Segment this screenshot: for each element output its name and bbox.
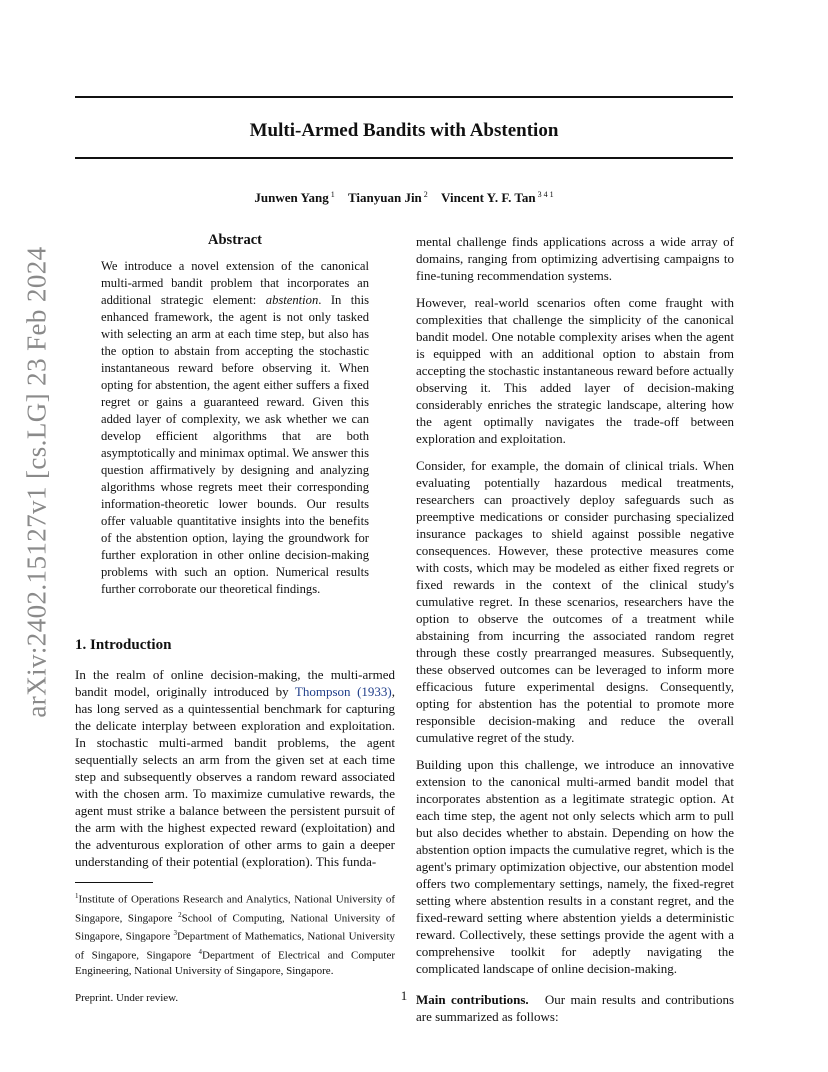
author-name: Tianyuan Jin — [347, 190, 422, 206]
body-paragraph: mental challenge finds applications across a wide array of domains, ranging from optimizing advertising campaigns to fine-tuning recommendation systems. — [416, 234, 734, 283]
footnote-text: Department of Mathematics, National University of Singapore, Singapore — [75, 930, 396, 962]
footnote-mark: 4 — [198, 947, 203, 956]
preprint-note: Preprint. Under review. — [75, 991, 179, 1004]
footnote-text: School of Computing, National University of Singapore, Singapore — [75, 912, 396, 943]
body-paragraph: Consider, for example, the domain of clinical trials. When evaluating potentially hazardous medical treatments, researchers can proactively deploy safeguards such as preemptive medications or consider purchasing specialized insurance packages to shield against possible negative consequences. However, these protective measures come with costs, which may be modeled as either fixed regrets or fixed rewards in the context of the clinical study's cumulative regret. In these scenarios, researchers have the option to observe the outcomes of a treatment while abstaining from incurring the associated random regret through these costly prearranged measures. Subsequently, these observed outcomes can be leveraged to inform more efficacious future experimental designs. Consequently, opting for abstention has the potential to promote more responsible decision-making and reduce the overall cumulative regret of the study. — [416, 458, 734, 745]
intro-text: In the realm of online decision-making, the multi-armed bandit model, originally introduced by — [75, 667, 395, 699]
title-rule-bottom — [75, 157, 733, 159]
intro-paragraph — [75, 666, 395, 870]
author-affiliation-mark: 2 — [423, 190, 428, 199]
abstract-emphasis: abstention — [265, 293, 319, 307]
left-column — [75, 232, 395, 1005]
footnote-text: Department of Electrical and Computer Engineering, National University of Singapore, Singapore. — [75, 949, 395, 977]
author-affiliation-mark: 3 4 1 — [537, 190, 554, 199]
author-list — [75, 186, 733, 207]
author-2 — [348, 190, 428, 205]
abstract-text: . In this enhanced framework, the agent is not only tasked with selecting an arm at each time step, but also has the option to abstain from accepting the stochastic instantaneous reward before observing it. When opting for abstention, the agent either suffers a fixed regret or gains a guaranteed reward. Given this added layer of complexity, we ask whether we can develop efficient algorithms that are both asymptotically and minimax optimal. We answer this question affirmatively by designing and analyzing algorithms whose regrets meet their corresponding information-theoretic lower bounds. Our results offer valuable quantitative insights into the benefits of the abstention option, laying the groundwork for further exploration in other online decision-making problems with such an option. Numerical results further corroborate our theoretical findings. — [101, 293, 370, 596]
paragraph-text: Our main results and contributions are summarized as follows: — [416, 992, 735, 1024]
footnote-text: Institute of Operations Research and Analytics, National University of Singapore, Singapore — [75, 893, 395, 925]
intro-text: , has long served as a quintessential benchmark for capturing the delicate interplay between exploration and exploitation. In stochastic multi-armed bandit problems, the agent sequentially selects an arm from the given set at each time step and subsequently observes a random reward associated with the chosen arm. To maximize cumulative rewards, the agent must strike a balance between the persistent pursuit of the arm with the highest expected reward (exploitation) and the adventurous exploration of other arms to gain a deeper understanding of their potential (exploration). This funda- — [75, 684, 395, 869]
paragraph-heading: Main contributions. — [416, 992, 529, 1007]
right-column — [416, 233, 734, 1025]
section-heading-introduction: 1. Introduction — [75, 637, 172, 653]
author-affiliation-mark: 1 — [330, 190, 335, 199]
abstract-text: We introduce a novel extension of the canonical multi-armed bandit problem that incorporates an additional strategic element: — [101, 259, 369, 307]
author-name: Junwen Yang — [254, 190, 329, 206]
author-name: Vincent Y. F. Tan — [441, 190, 536, 206]
paper-title: Multi-Armed Bandits with Abstention — [249, 120, 559, 141]
footnote-mark: 2 — [178, 910, 182, 919]
body-paragraph: However, real-world scenarios often come fraught with complexities that challenge the simplicity of the canonical bandit model. One notable complexity arises when the agent is equipped with an additional option to abstain from accepting the stochastic instantaneous reward before actually observing it. This added layer of decision-making considerably enriches the strategic landscape, altering how the agent optimally navigates the trade-off between exploration and exploitation. — [416, 295, 734, 446]
author-1 — [254, 190, 334, 205]
footnote-mark: 1 — [75, 892, 79, 900]
affiliation-footnote — [75, 889, 395, 979]
page-number: 1 — [400, 988, 408, 1003]
body-paragraph: Building upon this challenge, we introduce an innovative extension to the canonical multi-armed bandit model that incorporates abstention as a legitimate strategic option. At each time step, the agent not only selects which arm to pull but also decides whether to abstain. Depending on how the abstention option impacts the cumulative regret, which is the agent's primary optimization objective, our abstention model offers two complementary settings, namely, the fixed-regret setting where abstention results in a constant regret, and the fixed-reward setting where abstention yields a deterministic reward. Collectively, these settings provide the agent with a comprehensive toolkit for adeptly navigating the complicated landscape of online decision-making. — [416, 757, 734, 976]
title-rule-top — [75, 96, 733, 98]
arxiv-stamp: arXiv:2402.15127v1 [cs.LG] 23 Feb 2024 — [21, 246, 52, 718]
citation-link[interactable]: Thompson (1933) — [294, 684, 392, 699]
footnote-rule — [75, 882, 153, 883]
abstract-body — [101, 258, 369, 598]
author-3 — [441, 190, 554, 205]
footnote-mark: 3 — [173, 929, 177, 938]
abstract-heading: Abstract — [208, 232, 262, 248]
